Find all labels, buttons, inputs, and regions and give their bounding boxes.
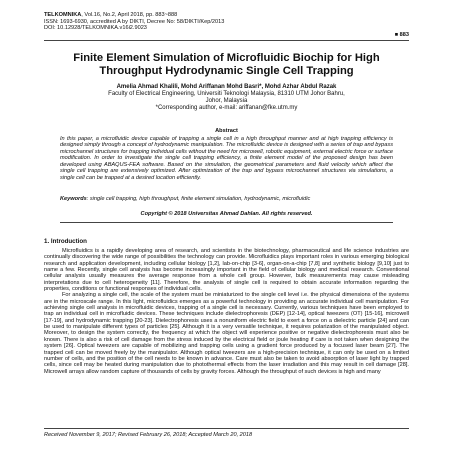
keywords — [60, 196, 393, 203]
keywords-text: : single cell trapping, high throughput, finite element simulation, hydrodynamic, microfluidic — [86, 196, 311, 202]
issn-line: ISSN: 1693-6930, accredited A by DIKTI, Decree No: 58/DIKTI/Kep/2013 — [44, 18, 225, 25]
abstract-rule — [60, 222, 393, 223]
abstract-label: Abstract — [215, 128, 238, 134]
section-heading: 1. Introduction — [44, 238, 87, 245]
paragraph-1: Microfluidics is a rapidly developing area of research, and scientists in the biotechnology, pharmaceutical and life science industries are continually discovering the wide range of possibilities the technology can provide. Microfluidics plays important roles in various emerging biological research and application development, including cellular biology [1,2], lab-on-chip [3-6], organ-on-a-chip [7,8] and synthetic biology [9,10] just to name a few. Recently, single cell analysis has become increasingly important in the field of cellular biology and medical research. Conventional cellular analysis usually measures the average response from a whole cell group. However, bulk measurements may cause misleading interpretations due to cell heterogeneity [11]. Therefore, the analysis of single cell is required to obtain accurate information regarding the properties, conditions or functional responses of individual cells. — [44, 248, 409, 293]
header-rule — [44, 40, 409, 41]
journal-name: TELKOMNIKA — [44, 12, 82, 18]
journal-details: , Vol.16, No.2, April 2018, pp. 883~888 — [81, 12, 178, 18]
affiliation-line-1: Faculty of Electrical Engineering, Universiti Teknologi Malaysia, 81310 UTM Johor Bahru, — [108, 91, 345, 97]
journal-line — [44, 12, 409, 19]
copyright-notice: Copyright © 2018 Universitas Ahmad Dahlan. All rights reserved. — [140, 211, 313, 217]
author-block — [44, 84, 409, 112]
paragraph-2: For analyzing a single cell, the scale of the system must be miniaturized to the single cell level i.e. the physical dimensions of the systems are in the microscale range. In this light, microfluidics emerges as a powerful technology in providing an accurate individual cell manipulation. For achieving single cell analysis in microfluidic devices, trapping of a single cell is necessary. Currently, various techniques have been employed to trap an individual cell in microfluidic devices. These techniques include dielectrophoresis (DEP) [12-14], optical tweezers (OT) [15-16], microwell [17-19], and hydrodynamic trapping [20-23]. Dielectrophoresis uses a nonuniform electric field to exert a force on a dielectric particle [24] and can be used to manipulate different types of particles [25]. Although it is a very versatile technique, it requires polarization of the manipulated object. Moreover, to design the system correctly, the frequency at which the object will experience positive or negative dielectrophoresis must also be known. There is also a risk of cell damage from the stress induced by the electrical field or joule heating if care is not taken when designing the system [26]. Optical tweezers are capable of mobilizing and trapping cells using a gradient force produced by a focused laser beam [27]. The trapped cell can be moved freely by the manipulator. Although optical tweezers are a high-precision technique, it can only be used on a limited number of cells, and the position of the cell needs to be known in advance. Care must also be taken to avoid absorption of laser light by trapped cells, since cell may be heated during manipulation due to photothermal effects from the laser irradiation and this may result in cell damage [28]. Microwell arrays allow random capture of thousands of cells by gravity forces. Although the throughput of such devices is high and many — [44, 292, 409, 375]
received-dates: Received November 9, 2017; Revised February 26, 2018; Accepted March 20, 2018 — [44, 432, 253, 438]
doi-line: DOI: 10.12928/TELKOMNIKA.v16i2.9023 — [44, 25, 147, 32]
journal-header — [44, 12, 409, 32]
author-names: Amelia Ahmad Khalili, Mohd Ariffanan Mohd Basri*, Mohd Azhar Abdul Razak — [116, 84, 337, 90]
affiliation-line-2: Johor, Malaysia — [205, 98, 248, 104]
paper-title: Finite Element Simulation of Microfluidic Biochip for High Throughput Hydrodynamic Single Cell Trapping — [73, 52, 380, 77]
page-number: ■ 883 — [394, 32, 409, 38]
footer-rule — [44, 428, 409, 429]
abstract — [60, 128, 393, 181]
keywords-label: Keywords — [60, 196, 87, 202]
corresponding-author: *Corresponding author, e-mail: ariffanan@fke.utm.my — [155, 105, 298, 111]
abstract-text: In this paper, a microfluidic device capable of trapping a single cell in a high throughput manner and at high trapping efficiency is designed simply through a concept of hydrodynamic manipulation. The microfluidic device is designed with a series of trap and bypass microchannel structures for trapping individual cells without the need for microwell, robotic equipment, external electric force or surface modification. In order to investigate the single cell trapping efficiency, a finite element model of the proposed design has been developed using ABAQUS-FEA software. Based on the simulation, the geometrical parameters and fluid velocity which affect the single cell trapping are extensively optimized. After optimization of the trap and bypass microchannel structures via simulations, a single cell can be trapped at a desired location efficiently. — [60, 135, 393, 181]
body-text — [44, 248, 409, 375]
